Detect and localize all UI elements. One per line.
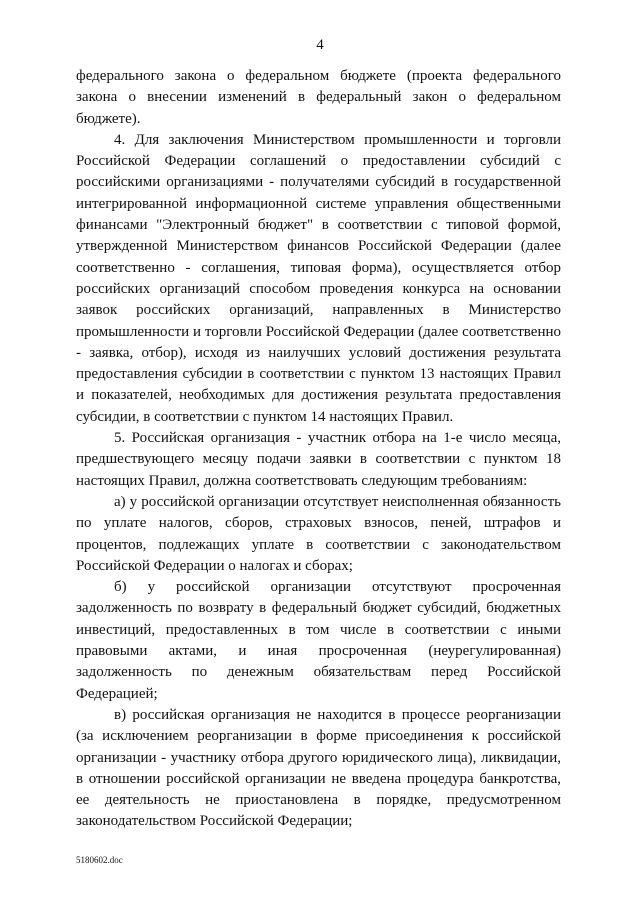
subparagraph-b: б) у российской организации отсутствуют просроченная задолженность по возврату в федеральный бюджет субсидий, бюджетных инвестиций, предоставленных в том числе в соответствии с иными правовыми актами, и иная просроченная (неурегулированная) задолженность по денежным обязательствам перед Российской Федерацией; [76,579,561,702]
document-body [76,66,561,833]
paragraph-continuation: федерального закона о федеральном бюджете (проекта федерального закона о внесении изменений в федеральный закон о федеральном бюджете). [76,68,561,127]
subparagraph-a: а) у российской организации отсутствует неисполненная обязанность по уплате налогов, сборов, страховых взносов, пеней, штрафов и процентов, подлежащих уплате в соответствии с законодательством Российской Федерации о налогах и сборах; [76,493,561,574]
page-number: 4 [316,37,324,53]
paragraph-item-4: 4. Для заключения Министерством промышленности и торговли Российской Федерации соглашений о предоставлении субсидий с российскими организациями - получателями субсидий в государственной интегрированной информационной системе управления общественными финансами "Электронный бюджет" в соответствии с типовой формой, утвержденной Министерством финансов Российской Федерации (далее соответственно - соглашения, типовая форма), осуществляется отбор российских организаций способом проведения конкурса на основании заявок российских организаций, направленных в Министерство промышленности и торговли Российской Федерации (далее соответственно - заявка, отбор), исходя из наилучших условий достижения результата предоставления субсидии в соответствии с пунктом 13 настоящих Правил и показателей, необходимых для достижения результата предоставления субсидии, в соответствии с пунктом 14 настоящих Правил. [76,131,561,425]
document-footer-filename: 5180602.doc [76,855,123,865]
paragraph-item-5: 5. Российская организация - участник отбора на 1-е число месяца, предшествующего месяцу подачи заявки в соответствии с пунктом 18 настоящих Правил, должна соответствовать следующим требованиям: [76,430,561,489]
subparagraph-v: в) российская организация не находится в процессе реорганизации (за исключением реорганизации в форме присоединения к российской организации - участнику отбора другого юридического лица), ликвидации, в отношении российской организации не введена процедура банкротства, ее деятельность не приостановлена в порядке, предусмотренном законодательством Российской Федерации; [76,706,561,830]
